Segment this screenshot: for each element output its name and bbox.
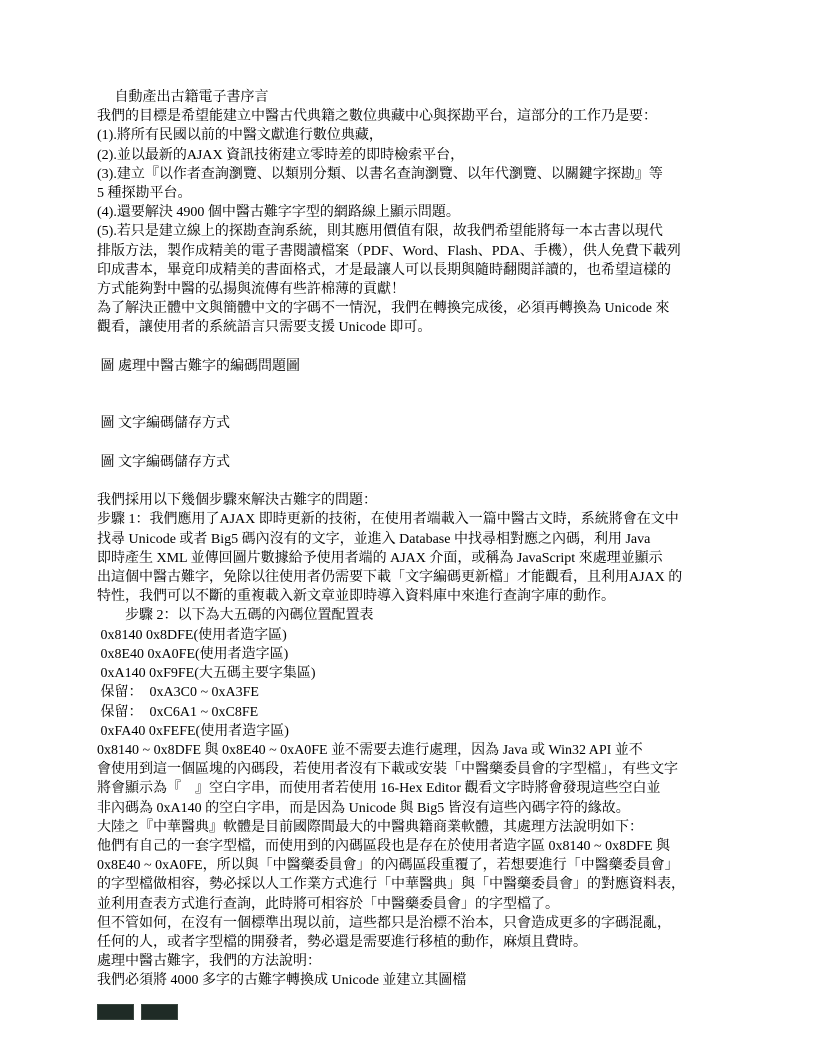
text-line: 保留： 0xC6A1 ~ 0xC8FE (97, 704, 259, 720)
text-line: 並利用查表方式進行查詢，此時將可相容於「中醫藥委員會」的字型檔了。 (97, 896, 559, 912)
text-line: 0xFA40 0xFEFE(使用者造字區) (97, 723, 289, 739)
text-line: 的字型檔做相容，勢必採以人工作業方式進行「中華醫典」與「中醫藥委員會」的對應資料表， (97, 877, 685, 893)
document-body (97, 88, 722, 991)
text-line: 5 種探勘平台。 (97, 186, 192, 202)
glyph-image-1 (97, 1004, 134, 1020)
blank-line (97, 434, 722, 453)
text-line: 我們必須將 4000 多字的古難字轉換成 Unicode 並建立其圖檔 (97, 973, 467, 989)
text-line: 非內碼為 0xA140 的空白字串，而是因為 Unicode 與 Big5 皆沒有這些內碼字符的緣故。 (97, 800, 630, 816)
text-line: 找尋 Unicode 或者 Big5 碼內沒有的文字，並進入 Database 中找尋相對應之內碼，利用 Java (97, 531, 651, 547)
text-line: 步驟 1：我們應用了AJAX 即時更新的技術，在使用者端載入一篇中醫古文時，系統將會在文中 (97, 512, 679, 528)
text-line: 但不管如何，在沒有一個標準出現以前，這些都只是治標不治本，只會造成更多的字碼混亂， (97, 915, 671, 931)
text-line: 觀看，讓使用者的系統語言只需要支援 Unicode 即可。 (97, 320, 432, 336)
blank-line (97, 376, 722, 395)
text-line: 將會顯示為『 』空白字串，而使用者若使用 16-Hex Editor 觀看文字時將會發現這些空白並 (97, 781, 661, 797)
text-line: 步驟 2：以下為大五碼的內碼位置配置表 (97, 608, 374, 624)
text-line: (1).將所有民國以前的中醫文獻進行數位典藏， (97, 128, 383, 144)
text-line: 0xA140 0xF9FE(大五碼主要字集區) (97, 666, 316, 682)
text-line: (2).並以最新的AJAX 資訊技術建立零時差的即時檢索平台， (97, 147, 465, 163)
text-line: 0x8E40 ~ 0xA0FE，所以與「中醫藥委員會」的內碼區段重覆了，若想要進行「中醫藥委員會」 (97, 858, 679, 874)
text-line: 0x8E40 0xA0FE(使用者造字區) (97, 646, 289, 662)
text-line: 我們採用以下幾個步驟來解決古難字的問題： (97, 493, 377, 509)
text-line: (4).還要解決 4900 個中醫古難字字型的網路線上顯示問題。 (97, 205, 460, 221)
text-line: 會使用到這一個區塊的內碼段，若使用者沒有下載或安裝「中醫藥委員會的字型檔」，有些文字 (97, 762, 678, 778)
text-line: 處理中醫古難字，我們的方法說明： (97, 954, 321, 970)
blank-line (97, 395, 722, 414)
text-line: 大陸之『中華醫典』軟體是目前國際間最大的中醫典籍商業軟體，其處理方法說明如下： (97, 819, 643, 835)
blank-line (97, 338, 722, 357)
text-line: 印成書本，畢竟印成精美的書面格式，才是最讓人可以長期與隨時翻閱詳讀的，也希望這樣的 (97, 262, 671, 278)
bottom-figure-row (97, 1004, 178, 1020)
text-line: 特性，我們可以不斷的重複載入新文章並即時導入資料庫中來進行查詢字庫的動作。 (97, 589, 615, 605)
text-line: 方式能夠對中醫的弘揚與流傳有些許棉薄的貢獻！ (97, 282, 405, 298)
text-line: 圖 文字編碼儲存方式 (97, 416, 230, 432)
text-line: 自動產出古籍電子書序言 (97, 90, 269, 105)
text-line: 0x8140 0x8DFE(使用者造字區) (97, 627, 287, 643)
text-line: 圖 文字編碼儲存方式 (97, 454, 230, 470)
glyph-image-2 (141, 1004, 178, 1020)
text-line: 他們有自己的一套字型檔，而使用到的內碼區段也是存在於使用者造字區 0x8140 ~ 0x8DFE 與 (97, 838, 671, 854)
text-line: (5).若只是建立線上的探勘查詢系統，則其應用價值有限，故我們希望能將每一本古書以現代 (97, 224, 663, 240)
text-line: 0x8140 ~ 0x8DFE 與 0x8E40 ~ 0xA0FE 並不需要去進行處理，因為 Java 或 Win32 API 並不 (97, 742, 643, 758)
text-line: 任何的人，或者字型檔的開發者，勢必還是需要進行移植的動作，麻煩且費時。 (97, 934, 587, 950)
text-line: 我們的目標是希望能建立中醫古代典籍之數位典藏中心與探勘平台，這部分的工作乃是要： (97, 109, 657, 125)
text-line: (3).建立『以作者查詢瀏覽、以類別分類、以書名查詢瀏覽、以年代瀏覽、以關鍵字探勘』等 (97, 166, 663, 182)
blank-line (97, 472, 722, 491)
text-line: 為了解決正體中文與簡體中文的字碼不一情況，我們在轉換完成後，必須再轉換為 Unicode 來 (97, 301, 670, 317)
text-line: 圖 處理中醫古難字的編碼問題圖 (97, 358, 300, 374)
text-line: 即時產生 XML 並傳回圖片數據給予使用者端的 AJAX 介面，或稱為 JavaScript 來處理並顯示 (97, 550, 663, 566)
text-line: 保留： 0xA3C0 ~ 0xA3FE (97, 685, 259, 701)
text-line: 排版方法，製作成精美的電子書閱讀檔案（PDF、Word、Flash、PDA、手機），供人免費下載列 (97, 243, 681, 259)
text-line: 出這個中醫古難字，免除以往使用者仍需要下載「文字編碼更新檔」才能觀看，且利用AJAX 的 (97, 570, 683, 586)
